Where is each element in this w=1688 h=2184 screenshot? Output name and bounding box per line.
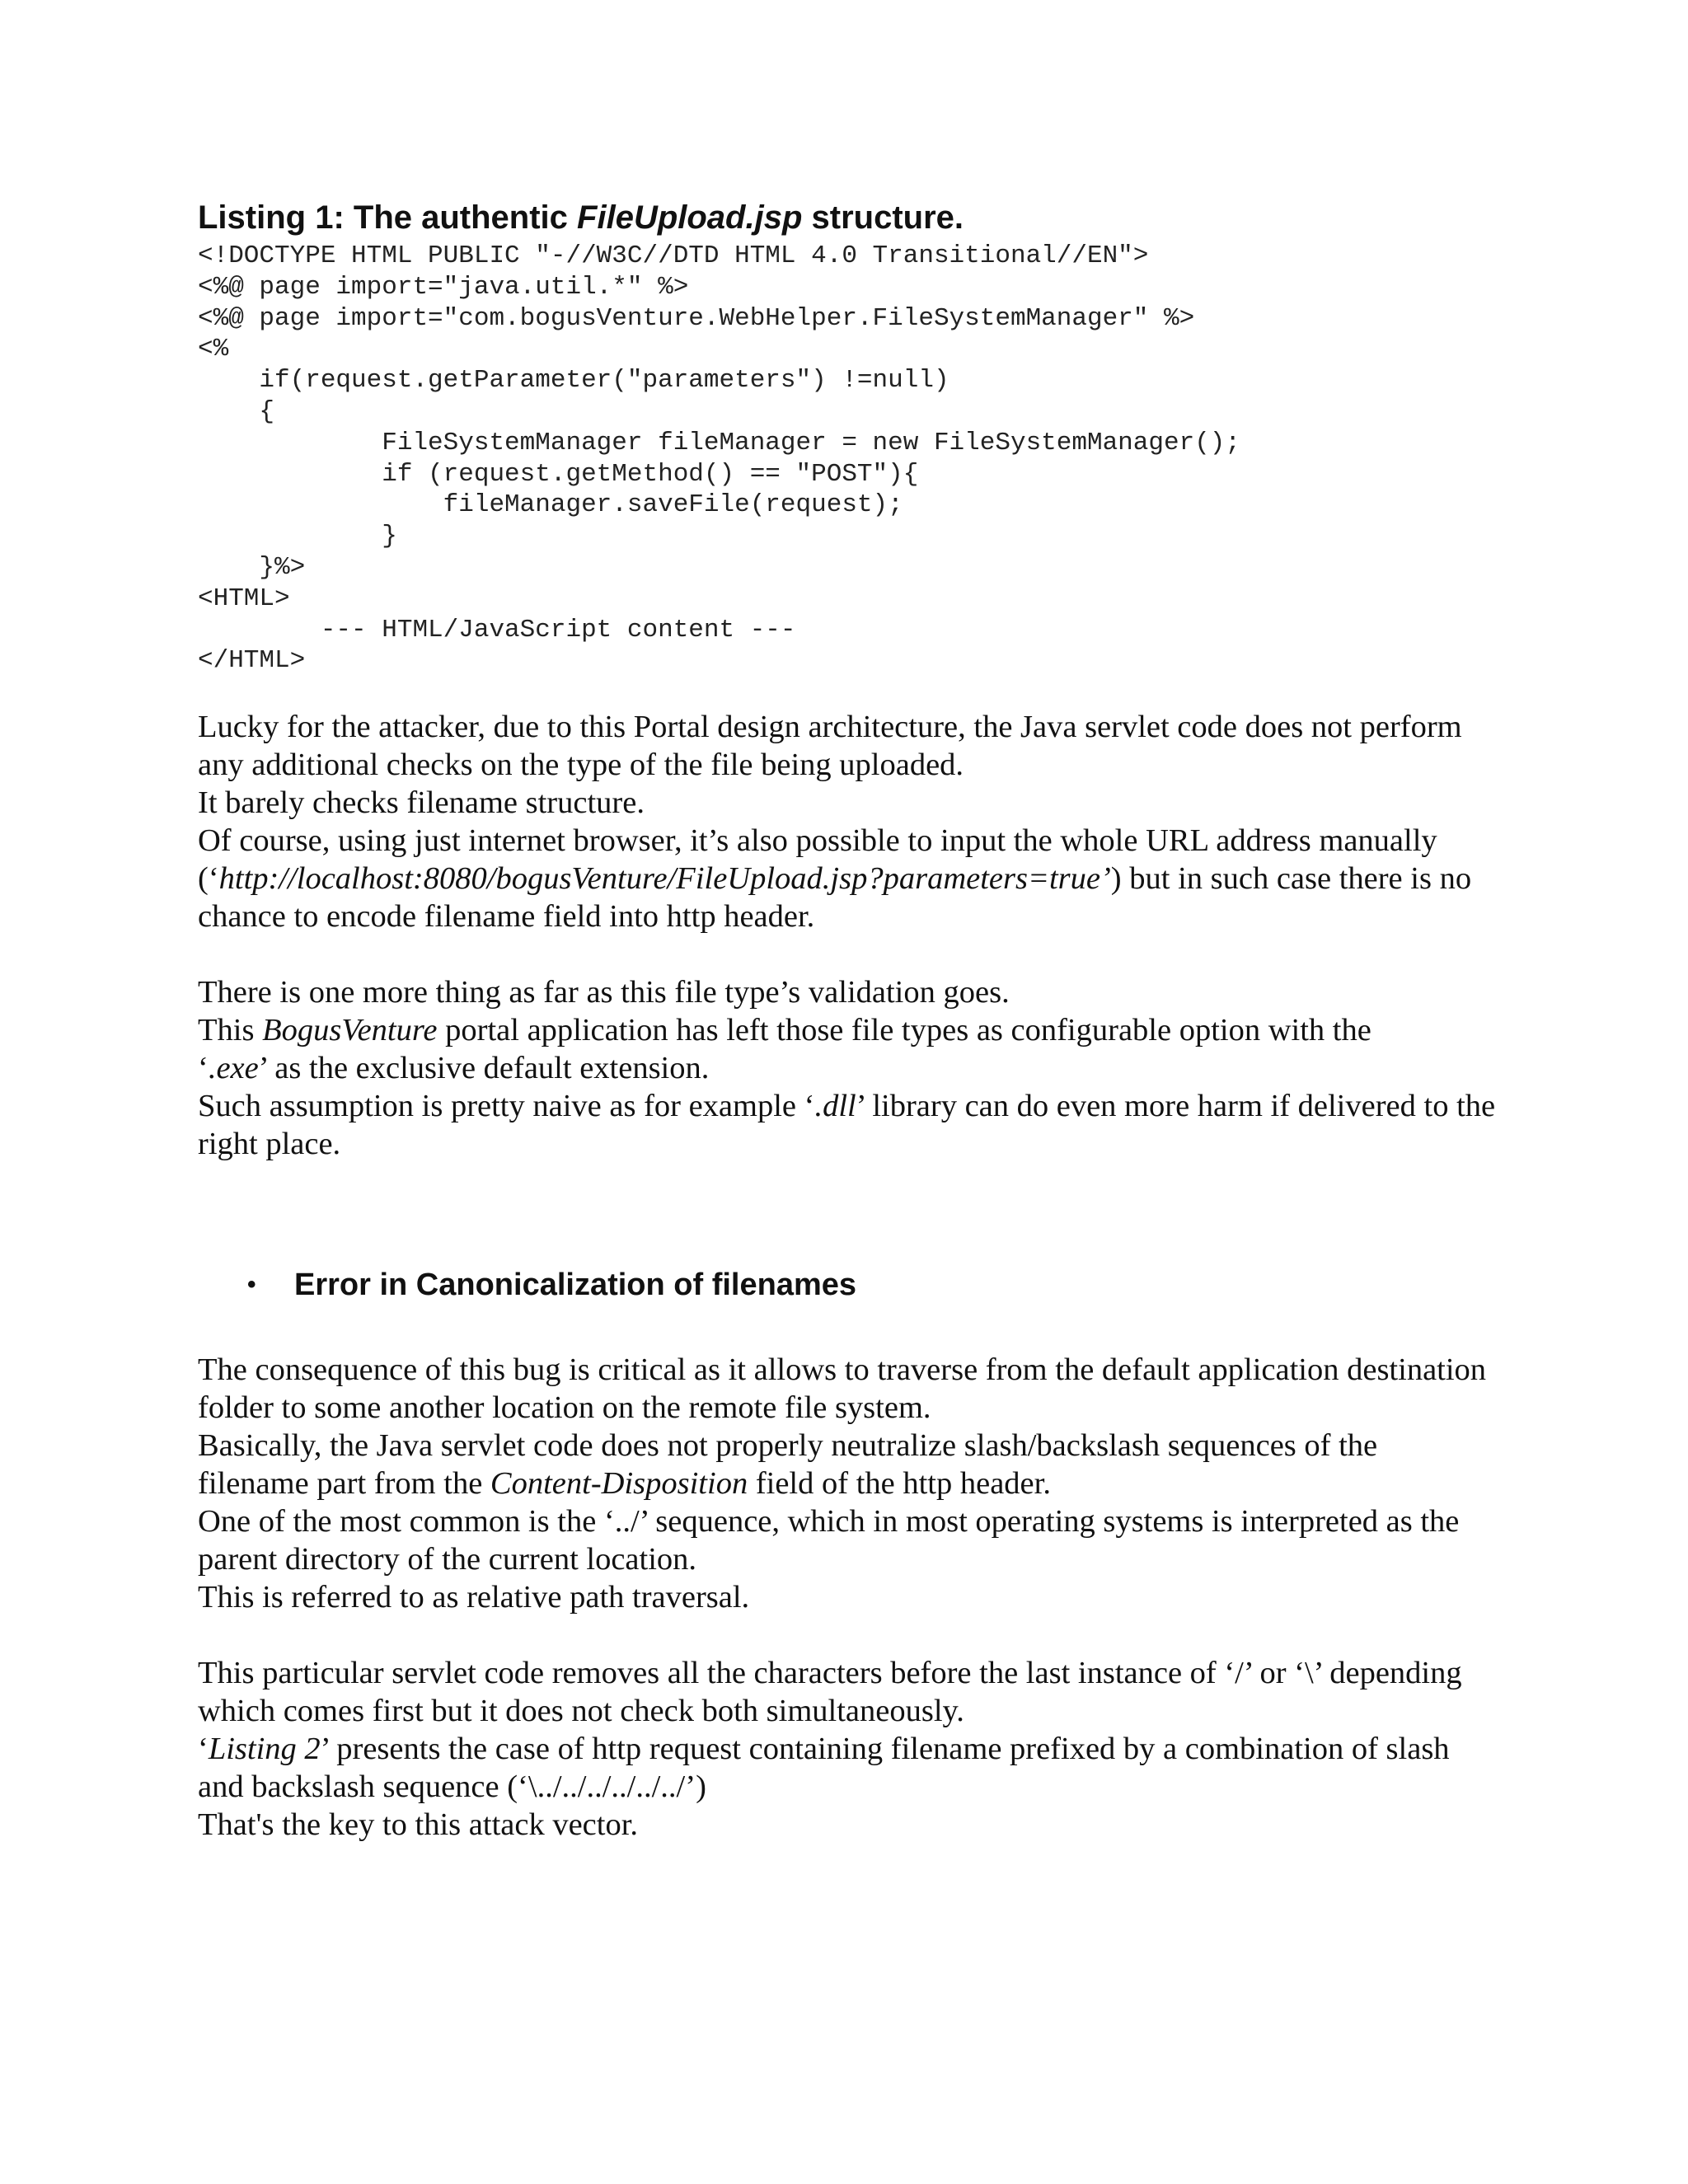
text-run: Such assumption is pretty naive as for example ‘ [198,1089,815,1124]
text-run: field of the http header. [748,1466,1051,1502]
code-line: <HTML> [198,583,290,613]
code-line: FileSystemManager fileManager = new FileSystemManager(); [198,428,1241,457]
code-listing [198,241,1500,677]
text-run: portal application has left those file types as configurable option with the [437,1013,1372,1048]
section-title: Error in Canonicalization of filenames [294,1268,857,1303]
listing-title-prefix: Listing 1: The authentic [198,199,578,236]
listing-title [198,194,1500,241]
bullet-icon: • [247,1271,256,1299]
section-heading [198,1262,1500,1308]
code-line: }%> [198,552,306,582]
listing-reference: Listing 2 [208,1732,321,1767]
text-run: ) but in such case there is no chance to encode filename field into http header. [198,861,1472,935]
paragraph-file-types [198,973,1500,1163]
text-run: filename part from the [198,1466,490,1502]
text-run: ’ presents the case of http request containing filename prefixed by a combination of slash and backslash sequence (‘\../../../../../../’) [198,1732,1450,1805]
code-line: if (request.getMethod() == "POST"){ [198,459,919,489]
example-url: http://localhost:8080/bogusVenture/FileUpload.jsp?parameters=true’ [218,861,1111,897]
paragraph-canonicalization [198,1351,1500,1616]
code-line: <%@ page import="java.util.*" %> [198,272,689,302]
paragraph-line [198,1049,1500,1087]
paragraph-upload-checks [198,708,1500,935]
paragraph-attack-vector [198,1654,1500,1844]
paragraph-line: That's the key to this attack vector. [198,1807,639,1843]
paragraph-line: There is one more thing as far as this file type’s validation goes. [198,975,1010,1010]
paragraph-line: One of the most common is the ‘../’ sequence, which in most operating systems is interpreted as the parent directory of the current location. [198,1504,1460,1577]
code-line: } [198,522,397,551]
paragraph-line: This is referred to as relative path traversal. [198,1580,750,1615]
code-line: if(request.getParameter("parameters") !=null) [198,366,950,396]
code-line: <!DOCTYPE HTML PUBLIC "-//W3C//DTD HTML 4.0 Transitional//EN"> [198,241,1149,270]
extension-exe: .exe [208,1051,259,1086]
text-run: Of course, using just internet browser, it’s also possible to input the whole URL address manually (‘ [198,823,1437,897]
paragraph-line: This particular servlet code removes all the characters before the last instance of ‘/’ or ‘\’ depending which comes first but it does not check both simultaneously. [198,1656,1462,1729]
extension-dll: .dll [814,1089,856,1124]
listing-title-suffix: structure. [802,199,964,236]
text-run: ‘ [198,1732,209,1767]
text-run: This [198,1013,263,1048]
code-line: </HTML> [198,646,306,676]
listing-title-filename: FileUpload.jsp [577,199,803,236]
text-run: ’ as the exclusive default extension. [258,1051,710,1086]
code-line: { [198,396,275,426]
text-run: ‘ [198,1051,209,1086]
app-name: BogusVenture [262,1013,438,1048]
code-line: --- HTML/JavaScript content --- [198,615,796,644]
paragraph-line: Basically, the Java servlet code does not properly neutralize slash/backslash sequences of the [198,1428,1378,1464]
paragraph-line [198,1087,1500,1163]
paragraph-line: Lucky for the attacker, due to this Portal design architecture, the Java servlet code does not perform any additional checks on the type of the file being uploaded. [198,710,1462,783]
paragraph-line [198,1730,1500,1806]
paragraph-line: It barely checks filename structure. [198,785,645,821]
header-field-name: Content-Disposition [490,1466,748,1502]
document-page [198,194,1500,1844]
code-line: fileManager.saveFile(request); [198,490,903,520]
code-line: <%@ page import="com.bogusVenture.WebHelper.FileSystemManager" %> [198,303,1195,333]
paragraph-line [198,1011,1500,1049]
paragraph-line [198,822,1500,935]
code-line: <% [198,335,229,364]
paragraph-line: The consequence of this bug is critical as it allows to traverse from the default application destination folder to some another location on the remote file system. [198,1352,1487,1426]
paragraph-line [198,1465,1500,1502]
text-run: ’ library can do even more harm if delivered to the right place. [198,1089,1496,1162]
